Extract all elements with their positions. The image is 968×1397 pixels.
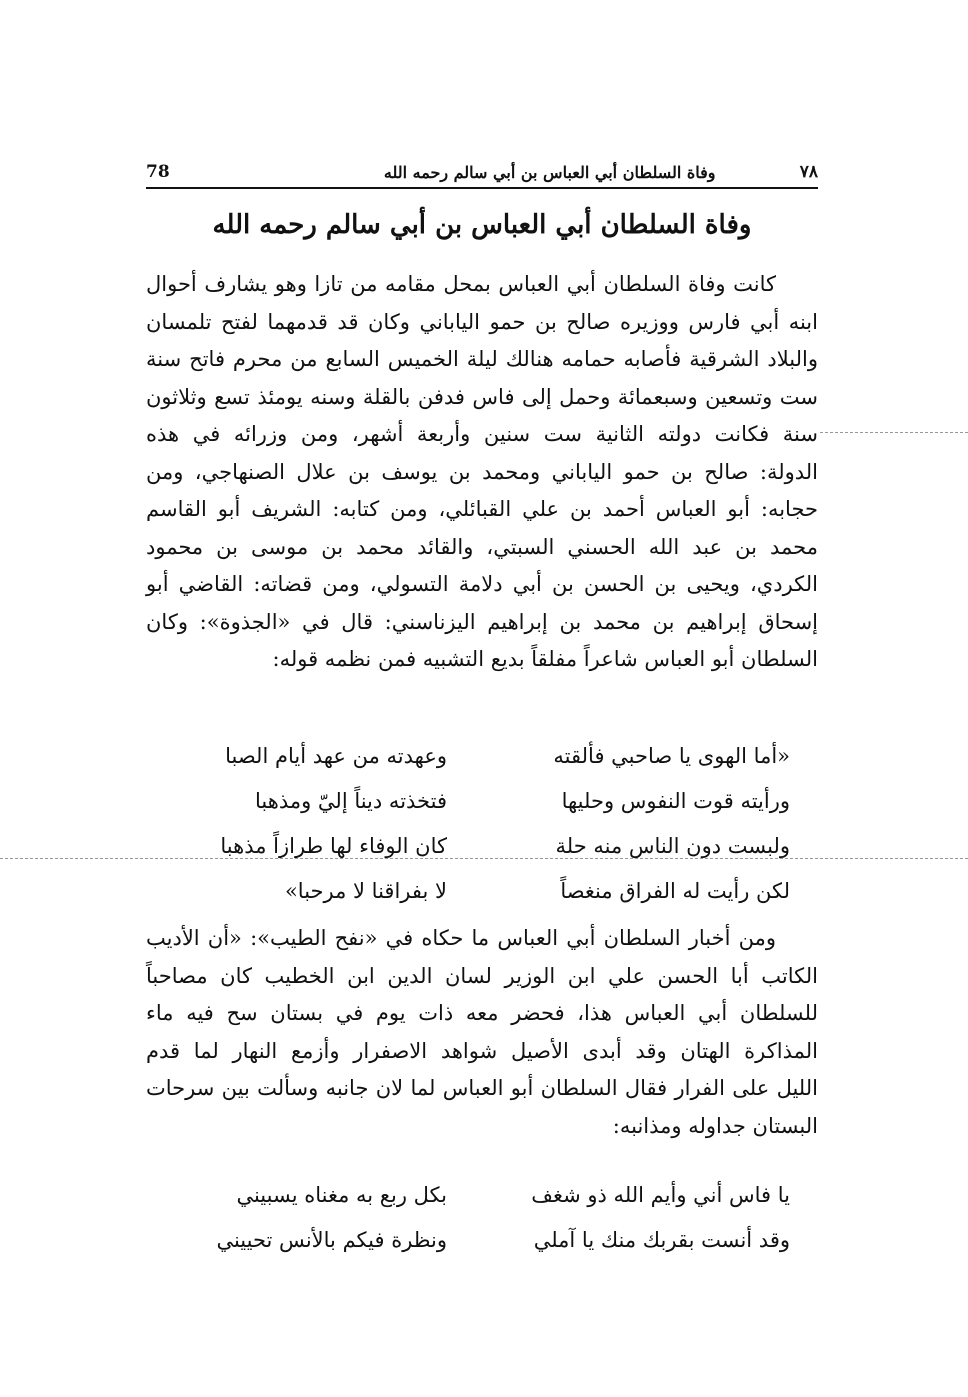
poem-1 <box>150 733 790 913</box>
text-line: للسلطان أبي العباس هذا، فحضر معه ذات يوم في بستان سح فيه ماء <box>146 1001 818 1025</box>
text-line: والبلاد الشرقية فأصابه حمامه هنالك ليلة الخميس السابع من محرم فاتح سنة <box>146 347 818 371</box>
text-line: ست وتسعين وسبعمائة وحمل إلى فاس فدفن بالقلة وسنه يومئذ تسع وثلاثون <box>146 384 818 409</box>
text-line: الكاتب أبا الحسن علي ابن الوزير لسان الدين ابن الخطيب كان مصاحباً <box>146 963 818 988</box>
verse-second-hemistich: لا بفراقنا لا مرحبا» <box>284 878 447 903</box>
paragraph-1 <box>146 266 818 679</box>
running-header <box>146 158 818 186</box>
text-line: المذاكرة الهتان وقد أبدى الأصيل شواهد الاصفرار وأزمع النهار لما قدم <box>146 1038 818 1063</box>
verse-second-hemistich: بكل ربع به مغناه يسبيني <box>236 1182 447 1207</box>
verse-row <box>150 1217 790 1262</box>
page-number-latin: 78 <box>146 162 170 182</box>
verse-first-hemistich: لكن رأيت له الفراق منغصاً <box>560 878 790 903</box>
verse-second-hemistich: وعهدته من عهد أيام الصبا <box>225 743 447 768</box>
chapter-title: وفاة السلطان أبي العباس بن أبي سالم رحمه الله <box>212 210 752 240</box>
running-title: وفاة السلطان أبي العباس بن أبي سالم رحمه الله <box>383 162 716 182</box>
verse-row <box>150 823 790 868</box>
verse-second-hemistich: ونظرة فيكم بالأنس تحييني <box>216 1227 447 1252</box>
text-line: إسحاق إبراهيم بن محمد بن إبراهيم اليزناسني: قال في «الجذوة»: وكان <box>146 609 818 634</box>
scan-artifact-line <box>820 432 968 433</box>
paragraph-2 <box>146 920 818 1145</box>
verse-first-hemistich: ورأيته قوت النفوس وحليها <box>561 788 790 813</box>
text-line: البستان جداوله ومذانبه: <box>612 1113 818 1138</box>
page-number-arabic: ٧٨ <box>799 162 818 182</box>
verse-first-hemistich: ولبست دون الناس منه حلة <box>555 833 790 858</box>
verse-row <box>150 1172 790 1217</box>
verse-first-hemistich: يا فاس أني وأيم الله ذو شغف <box>531 1182 790 1207</box>
verse-second-hemistich: كان الوفاء لها طرازاً مذهبا <box>220 833 447 858</box>
text-line: حجابه: أبو العباس أحمد بن علي القبائلي، ومن كتابه: الشريف أبو القاسم <box>146 497 818 521</box>
text-line: الدولة: صالح بن حمو الياباني ومحمد بن يوسف بن علال الصنهاجي، ومن <box>146 459 818 484</box>
header-rule <box>146 187 818 189</box>
verse-first-hemistich: «أما الهوى يا صاحبي فألقته <box>553 743 790 768</box>
text-line: ومن أخبار السلطان أبي العباس ما حكاه في «نفح الطيب»: «أن الأديب <box>146 926 776 950</box>
text-line: محمد بن عبد الله الحسني السبتي، والقائد محمد بن موسى بن محمود <box>146 534 818 559</box>
text-line: ابنه أبي فارس ووزيره صالح بن حمو الياباني وكان قد قدمهما لفتح تلمسان <box>146 309 818 334</box>
verse-row <box>150 868 790 913</box>
verse-row <box>150 733 790 778</box>
poem-2 <box>150 1172 790 1262</box>
verse-first-hemistich: وقد أنست بقربك منك يا آملي <box>533 1227 790 1252</box>
verse-row <box>150 778 790 823</box>
text-line: الليل على الفرار فقال السلطان أبو العباس لما لان جانبه وسألت بين سرحات <box>146 1076 818 1100</box>
text-line: الكردي، ويحيى بن الحسن بن أبي دلامة التسولي، ومن قضاته: القاضي أبو <box>146 572 818 596</box>
text-line: كانت وفاة السلطان أبي العباس بمحل مقامه من تازا وهو يشارف أحوال <box>146 272 776 296</box>
verse-second-hemistich: فتخذته ديناً إليّ ومذهبا <box>255 788 447 813</box>
text-line: السلطان أبو العباس شاعراً مفلقاً بديع التشبيه فمن نظمه قوله: <box>272 647 818 671</box>
text-line: سنة فكانت دولته الثانية ست سنين وأربعة أشهر، ومن وزرائه في هذه <box>146 422 818 446</box>
scan-artifact-line <box>0 858 968 859</box>
